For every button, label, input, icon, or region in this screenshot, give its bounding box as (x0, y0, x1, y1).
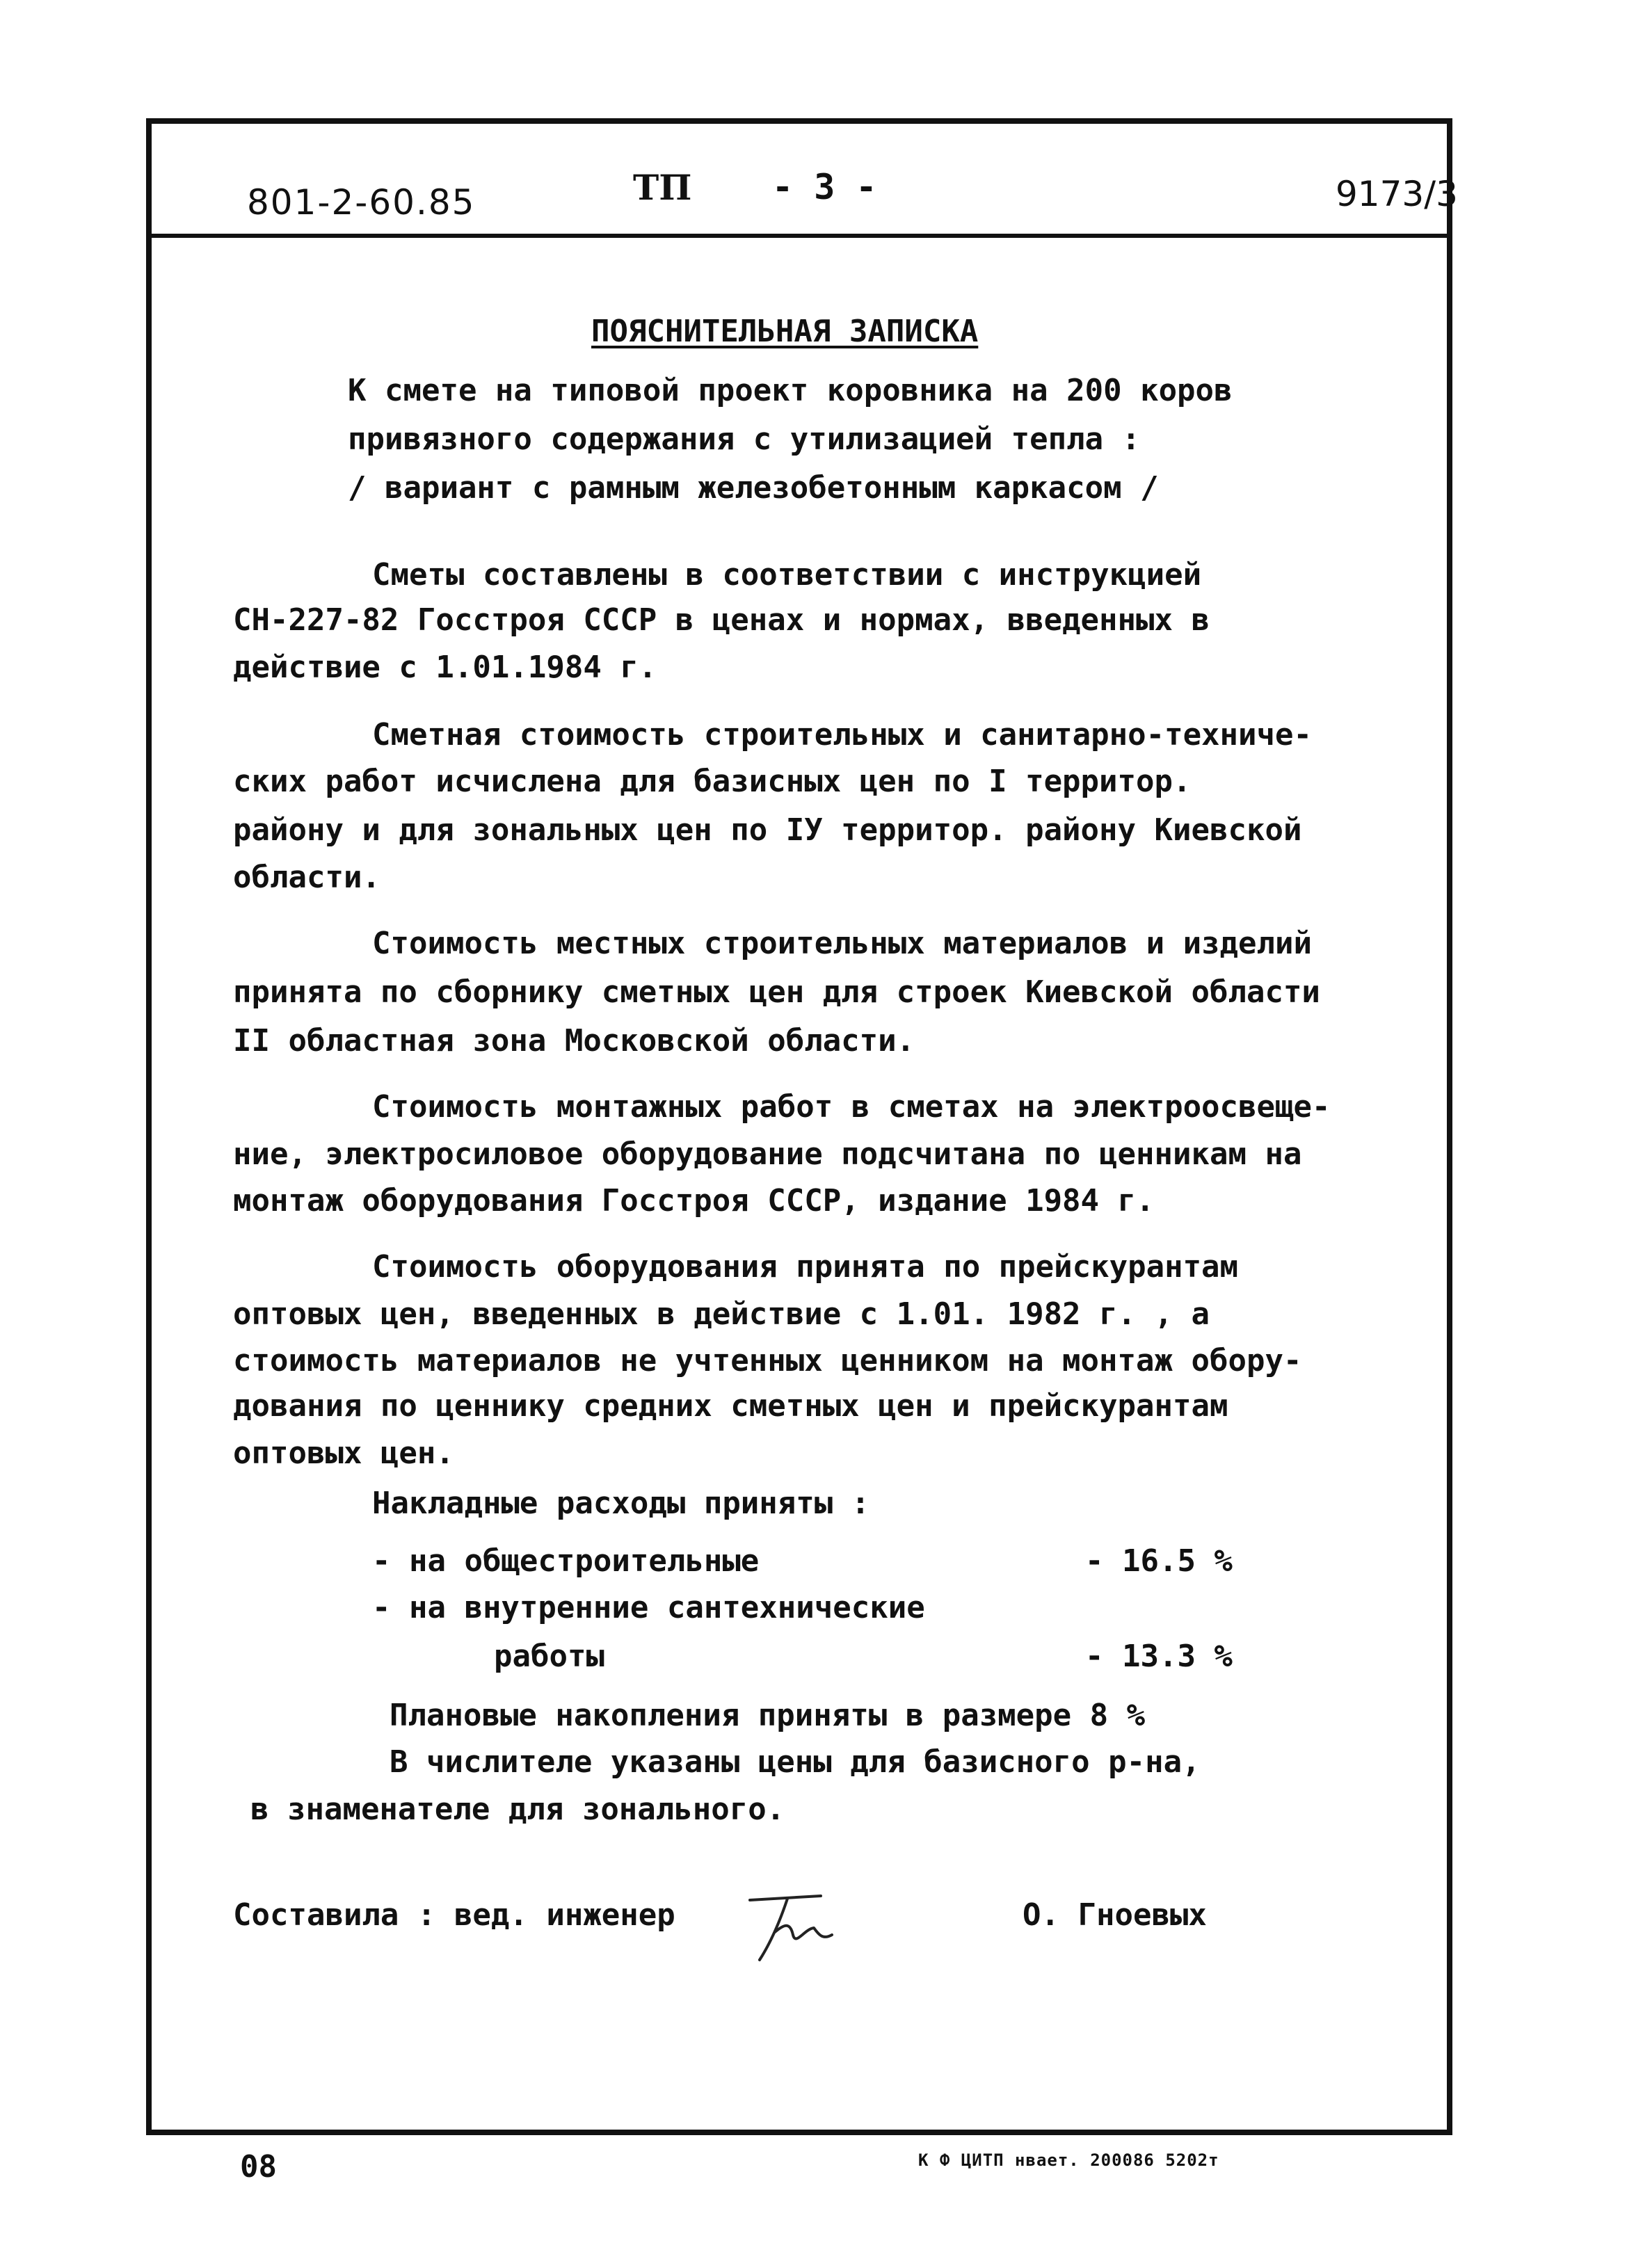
document-title: ПОЯСНИТЕЛЬНАЯ ЗАПИСКА (591, 314, 979, 349)
paragraph-line: Стоимость оборудования принята по прейскурантам (372, 1249, 1239, 1285)
note-line: Плановые накопления приняты в размере 8 % (390, 1698, 1146, 1733)
paragraph-line: району и для зональных цен по IУ территор. району Киевской (233, 812, 1302, 848)
paragraph-line: II областная зона Московской области. (233, 1023, 915, 1059)
note-line: В числителе указаны цены для базисного р-на, (390, 1744, 1201, 1780)
paragraph-line: Стоимость монтажных работ в сметах на электроосвеще- (372, 1089, 1331, 1125)
paragraph-line: принята по сборнику сметных цен для строек Киевской области (233, 974, 1320, 1010)
overhead-intro: Накладные расходы приняты : (372, 1486, 870, 1521)
paragraph-line: СН-227-82 Госстроя СССР в ценах и нормах, введенных в (233, 602, 1210, 638)
paragraph-line: ние, электросиловое оборудование подсчитана по ценникам на (233, 1136, 1302, 1172)
note-line: в знаменателе для зонального. (250, 1792, 785, 1827)
document-frame (146, 118, 1452, 2135)
paragraph-line: стоимость материалов не учтенных ценником на монтаж обору- (233, 1343, 1302, 1378)
footer-code: 08 (240, 2149, 277, 2185)
paragraph-line: области. (233, 860, 380, 895)
overhead-general-value: - 16.5 % (1085, 1543, 1233, 1579)
overhead-sanitary-value: - 13.3 % (1085, 1639, 1233, 1674)
series-label: ТП (633, 167, 692, 208)
subtitle-line: / вариант с рамным железобетонным каркасом / (348, 470, 1159, 506)
paragraph-line: монтаж оборудования Госстроя СССР, издание 1984 г. (233, 1183, 1155, 1219)
paragraph-line: Стоимость местных строительных материалов и изделий (372, 926, 1313, 961)
signature-name: О. Гноевых (1023, 1897, 1207, 1933)
project-code: 801-2-60.85 (247, 182, 476, 223)
paragraph-line: дования по ценнику средних сметных цен и прейскурантам (233, 1388, 1228, 1424)
header-divider (146, 234, 1452, 238)
subtitle-line: К смете на типовой проект коровника на 200 коров (348, 373, 1233, 408)
paragraph-line: Сметы составлены в соответствии с инструкцией (372, 557, 1202, 593)
footer-stamp: К Ф ЦИТП нвает. 200086 5202т (918, 2150, 1219, 2170)
paragraph-line: оптовых цен, введенных в действие с 1.01. 1982 г. , а (233, 1296, 1210, 1332)
paragraph-line: ских работ исчислена для базисных цен по I территор. (233, 764, 1192, 799)
overhead-sanitary-label: - на внутренние сантехнические (372, 1590, 925, 1625)
handwritten-signature (744, 1892, 842, 1968)
subtitle-line: привязного содержания с утилизацией тепла : (348, 421, 1141, 457)
paragraph-line: оптовых цен. (233, 1435, 454, 1471)
paragraph-line: Сметная стоимость строительных и санитарно-техниче- (372, 717, 1313, 753)
overhead-sanitary-label-cont: работы (494, 1639, 604, 1674)
sheet-number: 9173/3 (1336, 174, 1458, 214)
overhead-general-label: - на общестроительные (372, 1543, 760, 1579)
page-number: - 3 - (772, 167, 877, 207)
signature-label: Составила : вед. инженер (233, 1897, 675, 1933)
paragraph-line: действие с 1.01.1984 г. (233, 650, 657, 685)
